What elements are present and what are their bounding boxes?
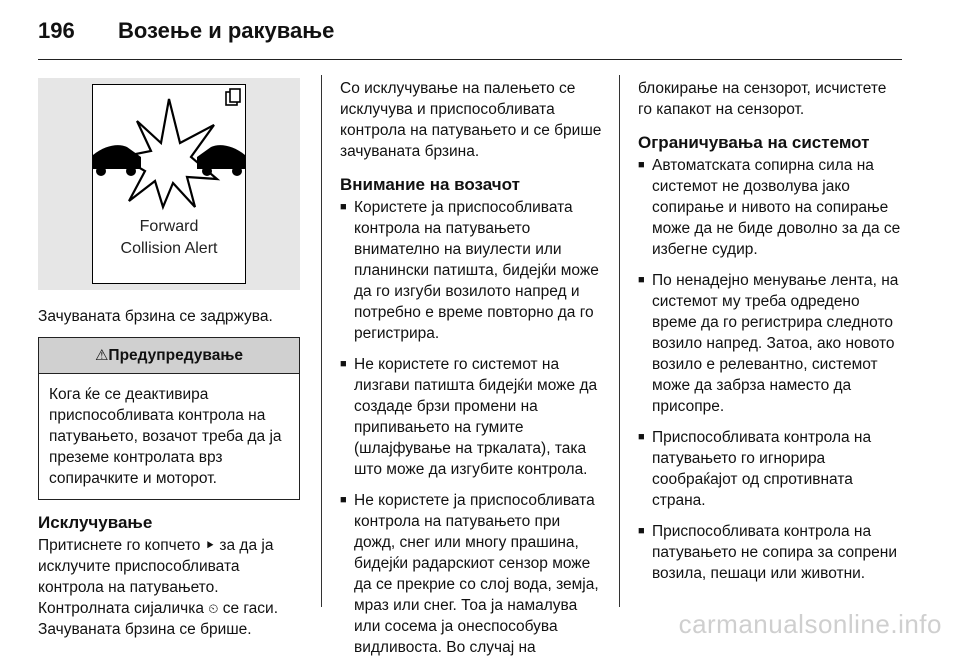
right-car-shape	[197, 145, 245, 176]
page-title: Возење и ракување	[118, 18, 335, 43]
page-number: 196	[38, 18, 75, 43]
deactivation-paragraph-1: Притиснете го копчето ⯈ за да ја исклучите приспособливата контрола на патувањето.	[38, 537, 274, 596]
warning-triangle-icon: ⚠	[94, 347, 109, 364]
figure-label-2: Collision Alert	[120, 240, 218, 257]
warning-heading	[39, 338, 299, 374]
figure-label-1: Forward	[139, 218, 199, 235]
figure-caption: Зачуваната брзина се задржува.	[38, 308, 273, 325]
header-divider	[38, 59, 902, 60]
col2-intro: Со исклучувањe на палењето се исклучува и приспособливата контрола на патувањето и се брише зачуваната брзина.	[340, 80, 602, 160]
section-title-driver-attention: Внимание на возачот	[340, 175, 520, 194]
cruise-control-button-icon: ⯈	[204, 538, 216, 553]
car-collision-alert-icon	[93, 85, 245, 283]
list-item: ■ Приспособливата контрола на патувањето го игнорира сообраќајот од спротивната страна.	[638, 427, 902, 511]
deactivation-paragraph-2: Контролната сијаличка ⏲ се гаси.	[38, 600, 279, 617]
column-1	[38, 78, 306, 640]
page-header	[38, 14, 902, 60]
deactivation-paragraph-3: Зачуваната брзина се брише.	[38, 621, 252, 638]
column-3	[638, 78, 902, 594]
column-divider-1	[321, 75, 322, 607]
alert-display-panel	[92, 84, 246, 284]
list-item: ■ Не користете го системот на лизгави патишта бидејќи може да создаде брзи промени на припивањето на гумите (шлајфување на тркалата), така што може да изгубите контрола.	[340, 354, 604, 480]
list-item: ■ Користете ја приспособливата контрола на патувањето внимателно на виулести или планински патишта, бидејќи може да го изгуби возилото напред и потребно е време повторно да го регистрира.	[340, 197, 604, 344]
driver-attention-list	[340, 197, 604, 658]
list-item: ■ Автоматската сопирна сила на системот не дозволува јако сопирање и нивото на сопирање може да не биде доволно за да се избегне судир.	[638, 155, 902, 260]
warning-text: Кога ќе се деактивира приспособливата контрола на патувањето, возачот треба да ја преземе контролата врз сопирачките и моторот.	[49, 386, 282, 487]
manual-page-icon	[226, 89, 240, 105]
column-2	[340, 78, 604, 668]
list-item: ■ Приспособливата контрола на патувањето не сопира за сопрени возила, пешаци или животни.	[638, 521, 902, 584]
list-item: ■ По ненадејно менување лента, на системот му треба одредено време да го регистрира следното возило напред. Затоа, ако новото возило е релевантно, системот може да забрза наместо да присопре.	[638, 270, 902, 417]
list-item: ■ Не користете ја приспособливата контрола на патувањето при дожд, снег или многу прашина, бидејќи радарскиот сензор може да се прекрие со слој вода, земја, мраз или снег. Тоа ја намалува или сосема ја онеспособува видливоста. Во случај на	[340, 490, 604, 658]
warning-heading-text: Предупредување	[108, 347, 244, 364]
col3-intro: блокирање на сензорот, исчистете го капакот на сензорот.	[638, 80, 887, 118]
system-limits-list	[638, 155, 902, 584]
warning-box	[38, 337, 300, 500]
column-divider-2	[619, 75, 620, 607]
forward-collision-figure	[38, 78, 300, 290]
section-title-system-limits: Ограничувања на системот	[638, 133, 870, 152]
left-car-shape	[93, 145, 141, 176]
section-title-deactivation: Исклучување	[38, 513, 153, 532]
control-indicator-icon: ⏲	[208, 601, 219, 616]
watermark-text: carmanualsonline.info	[678, 609, 942, 639]
